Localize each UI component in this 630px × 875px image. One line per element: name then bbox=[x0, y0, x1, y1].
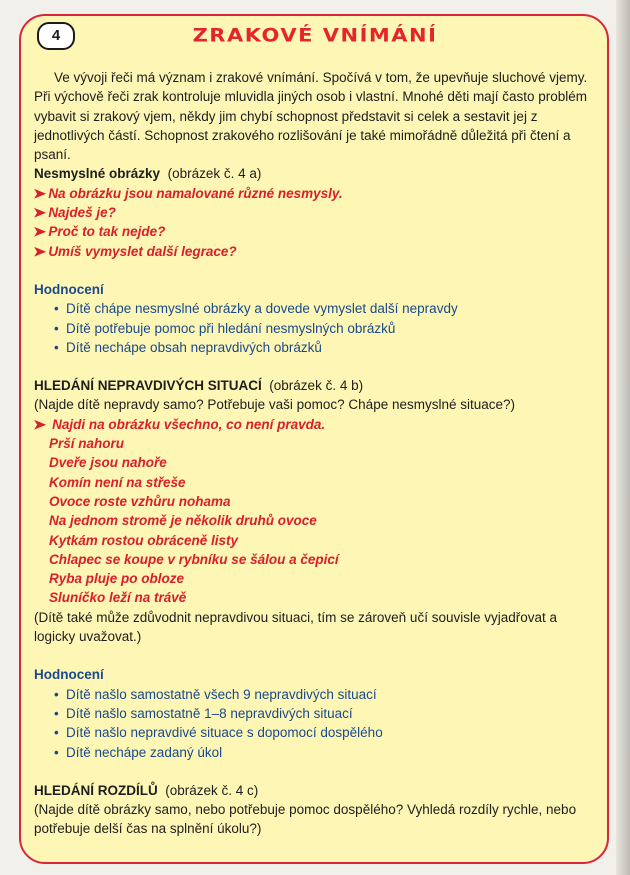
list-item: Ryba pluje po obloze bbox=[49, 571, 185, 587]
section2-question: (Najde dítě nepravdy samo? Potřebuje vaši pomoc? Chápe nesmyslné situace?) bbox=[34, 397, 516, 413]
content bbox=[34, 68, 594, 839]
section2-ref: (obrázek č. 4 b) bbox=[269, 378, 364, 394]
section2-heading-line bbox=[34, 376, 594, 395]
section1-eval-heading: Hodnocení bbox=[34, 281, 104, 297]
chapter-number-badge: 4 bbox=[37, 22, 75, 50]
prompt-text: Na obrázku jsou namalované různé nesmysly. bbox=[48, 185, 343, 201]
section2-eval-list bbox=[34, 685, 594, 762]
section1-prompt bbox=[34, 222, 594, 241]
list-item: Sluníčko leží na trávě bbox=[49, 590, 187, 606]
page-title: ZRAKOVÉ VNÍMÁNÍ bbox=[192, 24, 438, 46]
section3-heading: HLEDÁNÍ ROZDÍLŮ bbox=[34, 782, 158, 798]
list-item: • Dítě našlo samostatně všech 9 nepravdivých situací bbox=[54, 685, 594, 704]
list-item: • Dítě nechápe zadaný úkol bbox=[54, 743, 594, 762]
prompt-text: Najdeš je? bbox=[48, 205, 116, 221]
prompt-text: Proč to tak nejde? bbox=[48, 224, 166, 240]
arrow-icon: ➤ bbox=[33, 205, 47, 221]
list-item: Komín není na střeše bbox=[49, 474, 186, 490]
section1-eval-list bbox=[34, 299, 594, 357]
spacer bbox=[34, 261, 594, 280]
section2-note: (Dítě také může zdůvodnit nepravdivou situaci, tím se zároveň učí souvisle vyjadřovat a logicky uvažovat.) bbox=[34, 609, 557, 645]
prompt-text: Najdi na obrázku všechno, co není pravda. bbox=[52, 416, 326, 432]
list-item: Dveře jsou nahoře bbox=[49, 455, 167, 471]
page-edge bbox=[616, 0, 630, 875]
section1-heading: Nesmyslné obrázky bbox=[34, 166, 161, 182]
section1-ref: (obrázek č. 4 a) bbox=[167, 166, 262, 182]
arrow-icon: ➤ bbox=[33, 416, 47, 432]
arrow-icon: ➤ bbox=[33, 185, 47, 201]
section3-question: (Najde dítě obrázky samo, nebo potřebuje pomoc dospělého? Vyhledá rozdíly rychle, nebo potřebuje delší čas na splnění úkolu?) bbox=[34, 802, 577, 837]
section2-heading: HLEDÁNÍ NEPRAVDIVÝCH SITUACÍ bbox=[34, 378, 262, 394]
prompt-text: Umíš vymyslet další legrace? bbox=[48, 243, 237, 259]
section1-prompt bbox=[34, 184, 594, 203]
list-item: Kytkám rostou obráceně listy bbox=[49, 532, 239, 548]
list-item: • Dítě našlo nepravdivé situace s dopomocí dospělého bbox=[54, 723, 594, 742]
spacer bbox=[34, 762, 594, 781]
section3-ref: (obrázek č. 4 c) bbox=[165, 782, 259, 798]
list-item: Prší nahoru bbox=[49, 436, 125, 452]
arrow-icon: ➤ bbox=[33, 224, 47, 240]
section1-prompt bbox=[34, 203, 594, 222]
list-item: • Dítě našlo samostatně 1–8 nepravdivých situací bbox=[54, 704, 594, 723]
list-item: • Dítě nechápe obsah nepravdivých obrázků bbox=[54, 338, 594, 357]
list-item: • Dítě chápe nesmyslné obrázky a dovede vymyslet další nepravdy bbox=[54, 299, 594, 318]
intro-paragraph: Ve vývoji řeči má význam i zrakové vnímání. Spočívá v tom, že upevňuje sluchové vjemy. Při výchově řeči zrak kontroluje mluvidla jiných osob i vlastní. Mnohé děti mají často problém vybavit si zrakový vjem, někdy jim chybí schopnost představit si celek a sestavit jej z jednotlivých částí. Schopnost zrakového rozlišování je také mimořádně důležitá při čtení a psaní. bbox=[34, 70, 588, 163]
section2-eval-heading: Hodnocení bbox=[34, 667, 104, 683]
list-item: • Dítě potřebuje pomoc při hledání nesmyslných obrázků bbox=[54, 319, 594, 338]
list-item: Chlapec se koupe v rybníku se šálou a čepicí bbox=[49, 551, 339, 567]
section2-prompt bbox=[34, 415, 594, 434]
section3-heading-line bbox=[34, 781, 594, 800]
list-item: Na jednom stromě je několik druhů ovoce bbox=[49, 513, 317, 529]
arrow-icon: ➤ bbox=[33, 243, 47, 259]
section1-prompt bbox=[34, 242, 594, 261]
spacer bbox=[34, 357, 594, 376]
section1-heading-line bbox=[34, 164, 594, 183]
spacer bbox=[34, 646, 594, 665]
list-item: Ovoce roste vzhůru nohama bbox=[49, 493, 231, 509]
